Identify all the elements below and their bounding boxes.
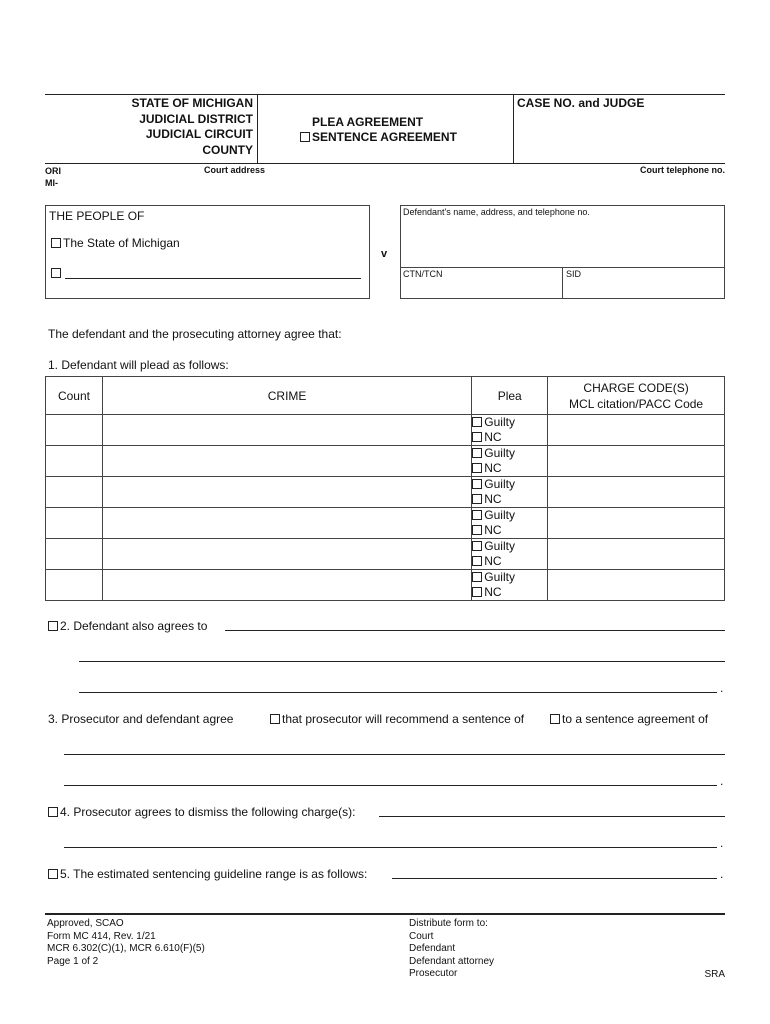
nc-checkbox[interactable] [472, 463, 482, 473]
distribution-list [409, 918, 494, 981]
guilty-checkbox[interactable] [472, 572, 482, 582]
distribute-defendant: Defendant [409, 943, 456, 954]
item-2-period: . [720, 681, 724, 695]
nc-label: NC [484, 461, 502, 475]
charge-code-cell[interactable] [548, 415, 725, 446]
nc-checkbox[interactable] [472, 494, 482, 504]
guilty-label: Guilty [484, 446, 515, 460]
people-of-label: THE PEOPLE OF [49, 209, 145, 223]
crime-cell[interactable] [102, 539, 471, 570]
header-divider-1 [257, 94, 258, 163]
ori-label: ORI [45, 166, 62, 176]
sra-label: SRA [704, 969, 725, 980]
table-row [46, 477, 725, 508]
sentence-agreement-of-checkbox[interactable] [550, 714, 560, 724]
table-row [46, 508, 725, 539]
count-cell[interactable] [46, 477, 103, 508]
charge-code-cell[interactable] [548, 477, 725, 508]
charge-code-cell[interactable] [548, 539, 725, 570]
guilty-checkbox[interactable] [472, 448, 482, 458]
item-2-checkbox[interactable] [48, 621, 58, 631]
item-5-text: 5. The estimated sentencing guideline range is as follows: [60, 867, 368, 881]
distribute-label: Distribute form to: [409, 918, 488, 929]
charge-code-header-line1: CHARGE CODE(S) [583, 380, 689, 395]
item-4-text: 4. Prosecutor agrees to dismiss the following charge(s): [60, 805, 356, 819]
item-5-period: . [720, 867, 724, 881]
nc-label: NC [484, 492, 502, 506]
charge-code-header-line2: MCL citation/PACC Code [569, 396, 704, 411]
crime-header: CRIME [102, 377, 471, 415]
ctn-label[interactable]: CTN/TCN [403, 269, 443, 279]
judicial-circuit-label: JUDICIAL CIRCUIT [145, 127, 253, 141]
item-2-field-3[interactable] [79, 692, 717, 693]
header-divider-2 [513, 94, 514, 163]
item-4-checkbox[interactable] [48, 807, 58, 817]
count-cell[interactable] [46, 415, 103, 446]
county-label: COUNTY [202, 142, 253, 157]
charge-code-cell[interactable] [548, 570, 725, 601]
charge-code-header [548, 377, 725, 415]
item-2 [48, 619, 207, 633]
item-4 [48, 805, 355, 819]
judicial-district-label: JUDICIAL DISTRICT [139, 111, 253, 126]
defendant-label: Defendant's name, address, and telephone no. [403, 207, 590, 217]
page-number: Page 1 of 2 [47, 955, 99, 967]
nc-label: NC [484, 585, 502, 599]
form-title [300, 115, 510, 145]
item-5 [48, 867, 367, 881]
guilty-checkbox[interactable] [472, 510, 482, 520]
guilty-label: Guilty [484, 539, 515, 553]
footer-left [47, 918, 205, 968]
sentence-agreement-title: SENTENCE AGREEMENT [312, 130, 457, 144]
court-telephone-label: Court telephone no. [640, 165, 725, 175]
item-5-field[interactable] [392, 878, 717, 879]
crime-cell[interactable] [102, 570, 471, 601]
nc-label: NC [484, 554, 502, 568]
plea-cell [472, 508, 548, 539]
other-people-field[interactable] [65, 278, 361, 279]
nc-checkbox[interactable] [472, 556, 482, 566]
guilty-checkbox[interactable] [472, 417, 482, 427]
state-label: STATE OF MICHIGAN [131, 96, 253, 110]
plea-cell [472, 415, 548, 446]
approved-text: Approved, SCAO [47, 918, 124, 929]
sentence-agreement-of-label: to a sentence agreement of [562, 712, 709, 726]
plea-cell [472, 477, 548, 508]
other-people-checkbox[interactable] [51, 268, 61, 278]
item-4-field-2[interactable] [64, 847, 717, 848]
form-number: Form MC 414, Rev. 1/21 [47, 930, 156, 942]
versus-label: v [381, 248, 388, 260]
count-header: Count [46, 377, 103, 415]
recommend-sentence-checkbox[interactable] [270, 714, 280, 724]
count-cell[interactable] [46, 570, 103, 601]
plea-table [45, 376, 725, 601]
state-of-michigan-label: The State of Michigan [63, 236, 180, 250]
distribute-prosecutor: Prosecutor [409, 968, 458, 979]
sentence-agreement-checkbox[interactable] [300, 132, 310, 142]
mcr-text: MCR 6.302(C)(1), MCR 6.610(F)(5) [47, 943, 205, 954]
guilty-label: Guilty [484, 477, 515, 491]
item-3-field-1[interactable] [64, 754, 725, 755]
case-no-label: CASE NO. and JUDGE [517, 96, 645, 110]
item-5-checkbox[interactable] [48, 869, 58, 879]
court-address-label: Court address [204, 165, 266, 175]
state-of-michigan-checkbox[interactable] [51, 238, 61, 248]
other-people-option [51, 266, 63, 280]
distribute-defendant-attorney: Defendant attorney [409, 955, 495, 967]
charge-code-cell[interactable] [548, 508, 725, 539]
nc-label: NC [484, 523, 502, 537]
plea-cell [472, 539, 548, 570]
nc-checkbox[interactable] [472, 525, 482, 535]
item-2-field-2[interactable] [79, 661, 725, 662]
charge-code-cell[interactable] [548, 446, 725, 477]
item-2-text: 2. Defendant also agrees to [60, 619, 208, 633]
crime-cell[interactable] [102, 477, 471, 508]
guilty-label: Guilty [484, 415, 515, 429]
crime-cell[interactable] [102, 446, 471, 477]
item-2-field-1[interactable] [225, 630, 725, 631]
ctn-sid-divider [562, 267, 563, 299]
ori-block [45, 165, 61, 189]
intro-text: The defendant and the prosecuting attorney agree that: [48, 327, 342, 341]
header-top-rule [45, 94, 725, 95]
item-3-option-1 [270, 712, 524, 726]
guilty-label: Guilty [484, 508, 515, 522]
plea-table-header [46, 377, 725, 415]
plea-cell [472, 570, 548, 601]
nc-label: NC [484, 430, 502, 444]
guilty-label: Guilty [484, 570, 515, 584]
item-3-field-2[interactable] [64, 785, 717, 786]
distribute-court: Court [409, 930, 434, 942]
count-cell[interactable] [46, 446, 103, 477]
count-cell[interactable] [46, 539, 103, 570]
nc-checkbox[interactable] [472, 432, 482, 442]
court-info [45, 96, 253, 158]
item-3-period: . [720, 774, 724, 788]
table-row [46, 415, 725, 446]
table-row [46, 539, 725, 570]
guilty-checkbox[interactable] [472, 541, 482, 551]
plea-header: Plea [472, 377, 548, 415]
count-cell[interactable] [46, 508, 103, 539]
item-3-option-2 [550, 712, 708, 726]
header-bottom-rule [45, 163, 725, 164]
crime-cell[interactable] [102, 508, 471, 539]
table-row [46, 446, 725, 477]
item-4-field-1[interactable] [379, 816, 725, 817]
guilty-checkbox[interactable] [472, 479, 482, 489]
footer-rule [45, 913, 725, 915]
mi-label: MI- [45, 178, 58, 188]
plea-agreement-title: PLEA AGREEMENT [312, 115, 424, 129]
nc-checkbox[interactable] [472, 587, 482, 597]
plea-cell [472, 446, 548, 477]
item-3-lead: 3. Prosecutor and defendant agree [48, 712, 234, 726]
crime-cell[interactable] [102, 415, 471, 446]
recommend-sentence-label: that prosecutor will recommend a sentence of [282, 712, 525, 726]
item-1-text: 1. Defendant will plead as follows: [48, 358, 229, 372]
state-option [51, 236, 180, 250]
item-4-period: . [720, 836, 724, 850]
sid-label[interactable]: SID [566, 269, 582, 279]
table-row [46, 570, 725, 601]
